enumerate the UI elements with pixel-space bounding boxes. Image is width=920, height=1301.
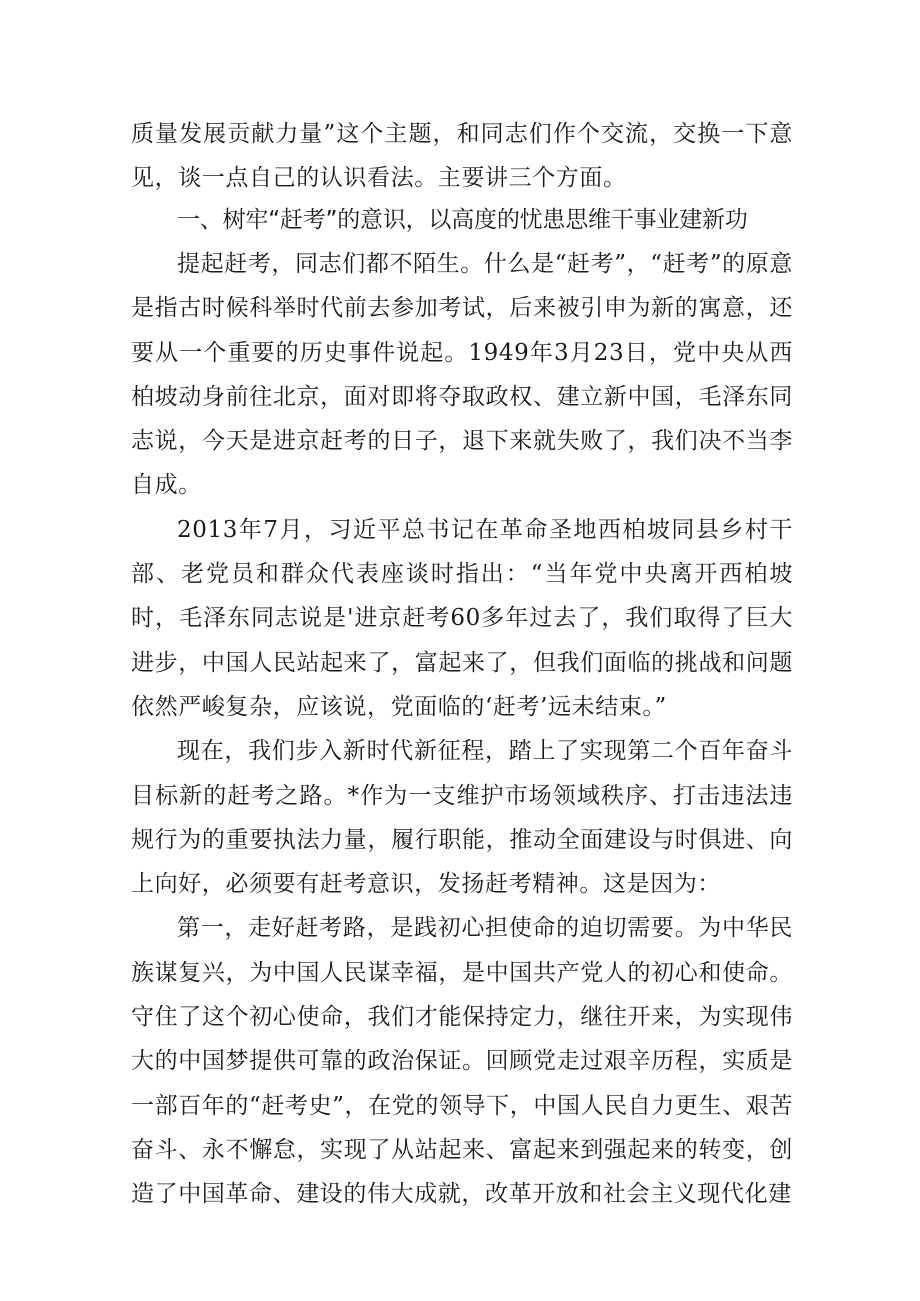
paragraph-ganka-definition: 提起赶考，同志们都不陌生。什么是“赶考”，“赶考”的原意是指古时候科举时代前去参加考试，后来被引申为新的寓意，还要从一个重要的历史事件说起。1949年3月23日，党中央从西柏坡动身前往北京，面对即将夺取政权、建立新中国，毛泽东同志说，今天是进京赶考的日子，退下来就失败了，我们决不当李自成。	[131, 251, 793, 499]
body-text	[131, 242, 793, 1217]
paragraph-first-point: 第一，走好赶考路，是践初心担使命的迫切需要。为中华民族谋复兴，为中国人民谋幸福，是中国共产党人的初心和使命。守住了这个初心使命，我们才能保持定力，继往开来，为实现伟大的中国梦提供可靠的政治保证。回顾党走过艰辛历程，实质是一部百年的“赶考史”，在党的领导下，中国人民自力更生、艰苦奋斗、永不懈怠，实现了从站起来、富起来到强起来的转变，创造了中国革命、建设的伟大成就，改革开放和社会主义现代化建	[131, 915, 793, 1208]
paragraph-xibaipo-2013: 2013年7月，习近平总书记在革命圣地西柏坡同县乡村干部、老党员和群众代表座谈时指出：“当年党中央离开西柏坡时，毛泽东同志说是'进京赶考60多年过去了，我们取得了巨大进步，中国人民站起来了，富起来了，但我们面临的挑战和问题依然严峻复杂，应该说，党面临的‘赶考’远未结束。”	[131, 516, 793, 720]
paragraph-new-era: 现在，我们步入新时代新征程，踏上了实现第二个百年奋斗目标新的赶考之路。*作为一支维护市场领域秩序、打击违法违规行为的重要执法力量，履行职能，推动全面建设与时俱进、向上向好，必须要有赶考意识，发扬赶考精神。这是因为：	[131, 738, 793, 898]
section-heading: 一、树牢“赶考”的意识，以高度的忧患思维干事业建新功	[177, 207, 748, 233]
intro-paragraph: 质量发展贡献力量”这个主题，和同志们作个交流，交换一下意见，谈一点自己的认识看法。主要讲三个方面。	[131, 121, 793, 192]
